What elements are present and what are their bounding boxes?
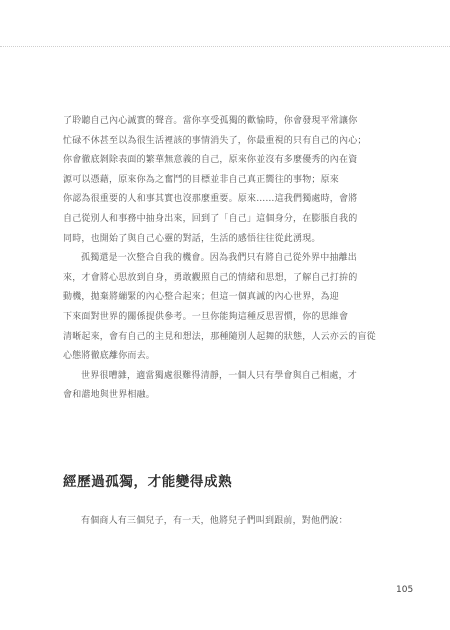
header-divider	[0, 46, 450, 47]
text-line: 自己從別人和事務中抽身出來，回到了「自己」這個身分，在膨脹自我的	[63, 213, 358, 224]
text-line: 源可以憑藉，原來你為之奮鬥的目標並非自己真正嚮往的事物；原來	[63, 174, 340, 185]
text-line: 忙碌不休甚至以為很生活裡該的事情消失了，你最重視的只有自己的內心；	[63, 135, 367, 146]
body-text-continued	[63, 512, 389, 532]
text-line: 你認為很重要的人和事其實也沒那麼重要。原來……這我們獨處時，會將	[63, 194, 358, 205]
text-line: 了聆聽自己內心誠實的聲音。當你享受孤獨的歡愉時，你會發現平常讓你	[63, 116, 358, 126]
text-line: 孤獨還是一次整合自我的機會。因為我們只有將自己從外界中抽離出	[81, 253, 358, 264]
text-line: 清晰起來，會有自己的主見和想法，那種隨別人起舞的狀態，人云亦云的盲從	[63, 331, 376, 342]
text-line: 會和諧地與世界相融。	[63, 390, 156, 401]
paragraph	[63, 112, 389, 249]
paragraph	[63, 512, 389, 532]
text-line: 你會徹底剝除表面的繁華無意義的自己，原來你並沒有多麼優秀的內在資	[63, 155, 358, 166]
body-text	[63, 112, 389, 406]
text-line: 心態將徹底離你而去。	[63, 351, 156, 362]
text-line: 同時，也開始了與自己心靈的對話，生活的感悟往往從此湧現。	[63, 233, 321, 244]
paragraph	[63, 367, 389, 406]
text-line: 有個商人有三個兒子，有一天，他將兒子們叫到跟前，對他們說：	[81, 516, 348, 526]
section-heading: 經歷過孤獨，才能變得成熟	[63, 474, 233, 490]
text-line: 下來面對世界的關係提供參考。一旦你能夠這種反思習慣，你的思維會	[63, 311, 349, 322]
text-line: 世界很嘈雜，適當獨處很難得清靜，一個人只有學會與自己相處，才	[81, 370, 358, 381]
paragraph	[63, 249, 389, 367]
text-line: 來，才會將心思放到自身，勇敢觀照自己的情緒和思想，了解自己打拚的	[63, 272, 358, 283]
page-number: 105	[396, 585, 414, 595]
text-line: 動機，拋棄將繃緊的內心整合起來；但這一個真誠的內心世界，為迎	[63, 292, 340, 303]
